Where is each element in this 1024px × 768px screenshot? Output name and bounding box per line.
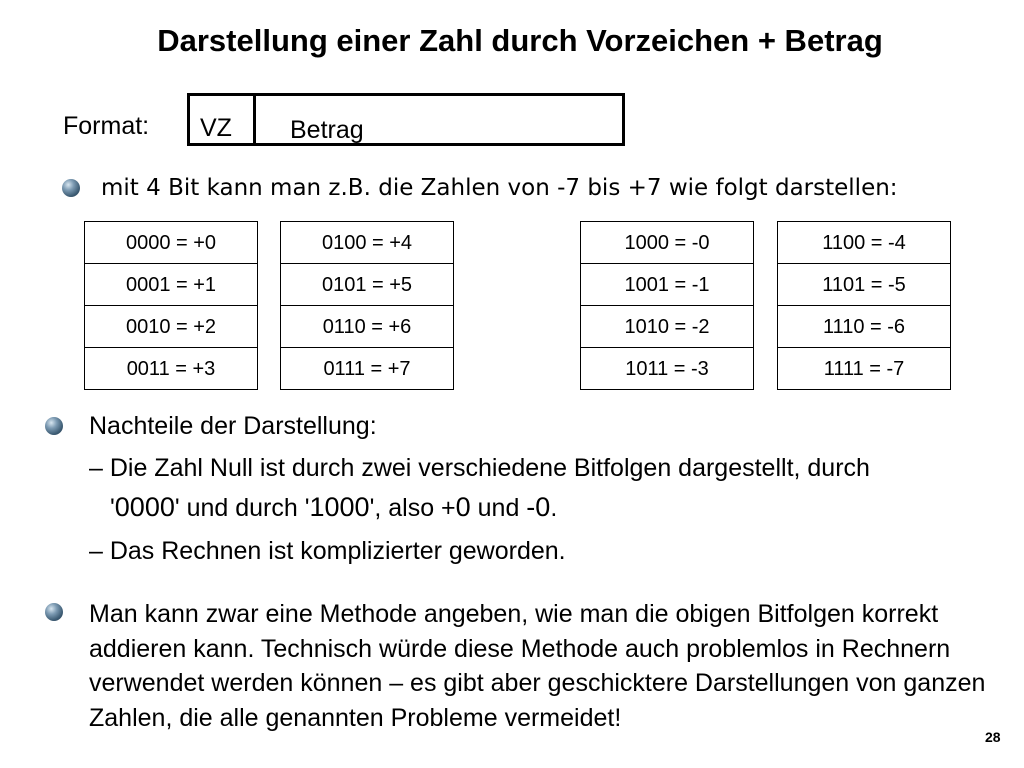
- drawback-item-1: – Die Zahl Null ist durch zwei verschiedene Bitfolgen dargestellt, durch: [89, 454, 870, 482]
- conclusion-paragraph: Man kann zwar eine Methode angeben, wie man die obigen Bitfolgen korrekt addieren kann. Technisch würde diese Methode auch problemlos in Rechnern verwendet werden können – es gibt aber geschicktere Darstellungen von ganzen Zahlen, die alle genannten Probleme vermeidet!: [89, 600, 986, 732]
- zero-positive: 0: [455, 492, 471, 522]
- magnitude-field: Betrag: [290, 116, 364, 144]
- table-cell: 0011 = +3: [85, 348, 258, 390]
- table-cell: 0111 = +7: [281, 348, 454, 390]
- table-cell: 1101 = -5: [778, 264, 951, 306]
- sign-field: VZ: [190, 96, 256, 143]
- bullet-icon: [62, 179, 80, 197]
- table-cell: 1100 = -4: [778, 222, 951, 264]
- format-label: Format:: [63, 112, 150, 140]
- code-1000: 1000: [309, 492, 370, 522]
- table-cell: 1010 = -2: [581, 306, 754, 348]
- format-diagram: [187, 93, 625, 146]
- page-number: 28: [985, 729, 1001, 745]
- table-cell: 0001 = +1: [85, 264, 258, 306]
- code-0000: 0000: [114, 492, 175, 522]
- table-cell: 0000 = +0: [85, 222, 258, 264]
- code-table-3: [580, 221, 754, 390]
- table-cell: 0101 = +5: [281, 264, 454, 306]
- slide-title: Darstellung einer Zahl durch Vorzeichen + Betrag: [157, 23, 883, 58]
- intro-text: mit 4 Bit kann man z.B. die Zahlen von -7 bis +7 wie folgt darstellen:: [101, 175, 898, 201]
- drawback-item-2: – Das Rechnen ist komplizierter geworden.: [89, 537, 566, 565]
- table-cell: 1001 = -1: [581, 264, 754, 306]
- code-table-2: [280, 221, 454, 390]
- table-cell: 1111 = -7: [778, 348, 951, 390]
- bullet-icon: [45, 603, 63, 621]
- table-cell: 0010 = +2: [85, 306, 258, 348]
- code-table-4: [777, 221, 951, 390]
- table-cell: 0110 = +6: [281, 306, 454, 348]
- table-cell: 1000 = -0: [581, 222, 754, 264]
- bullet-icon: [45, 417, 63, 435]
- code-table-1: [84, 221, 258, 390]
- drawback-item-1-continuation: '0000' und durch '1000', also +0 und -0.: [110, 492, 558, 522]
- table-cell: 1110 = -6: [778, 306, 951, 348]
- drawbacks-heading: Nachteile der Darstellung:: [89, 412, 377, 440]
- table-cell: 0100 = +4: [281, 222, 454, 264]
- zero-negative: -0: [526, 492, 551, 522]
- table-cell: 1011 = -3: [581, 348, 754, 390]
